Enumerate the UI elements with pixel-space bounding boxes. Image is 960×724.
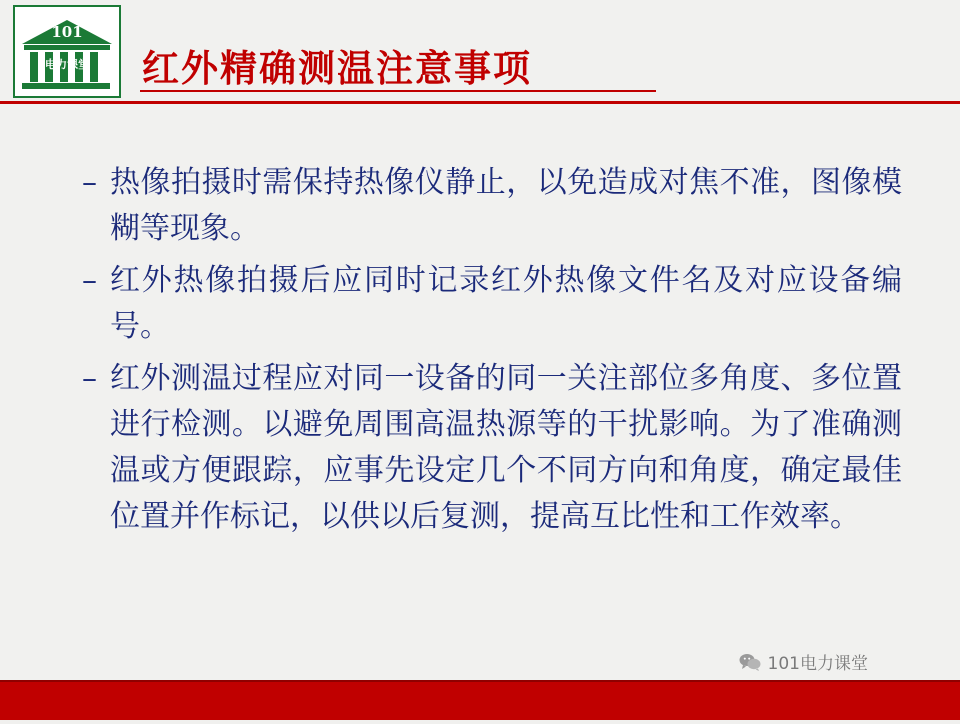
header-divider: [0, 101, 960, 104]
svg-text:101: 101: [51, 23, 83, 41]
bullet-item: [82, 258, 902, 350]
bullet-item: [82, 356, 902, 540]
footer-bar: [0, 682, 960, 720]
title-underline: [140, 90, 656, 92]
course-logo: [12, 4, 122, 99]
bullet-marker: –: [82, 165, 97, 200]
bullet-marker: –: [82, 361, 97, 396]
wechat-credit: [739, 649, 868, 674]
slide-body: [82, 160, 902, 546]
wechat-icon: [739, 653, 761, 671]
bullet-text: 红外热像拍摄后应同时记录红外热像文件名及对应设备编号。: [110, 263, 902, 344]
page-title: 红外精确测温注意事项: [142, 46, 532, 90]
wechat-label: 101电力课堂: [767, 654, 868, 674]
bullet-text: 红外测温过程应对同一设备的同一关注部位多角度、多位置进行检测。以避免周围高温热源等的干扰影响。为了准确测温或方便跟踪，应事先设定几个不同方向和角度，确定最佳位置并作标记，以供以后复测，提高互比性和工作效率。: [110, 361, 902, 534]
bullet-marker: –: [82, 263, 97, 298]
slide-header: [0, 0, 960, 104]
bullet-item: [82, 160, 902, 252]
bullet-text: 热像拍摄时需保持热像仪静止，以免造成对焦不准，图像模糊等现象。: [110, 165, 902, 246]
svg-text:电力课堂: 电力课堂: [45, 58, 89, 71]
